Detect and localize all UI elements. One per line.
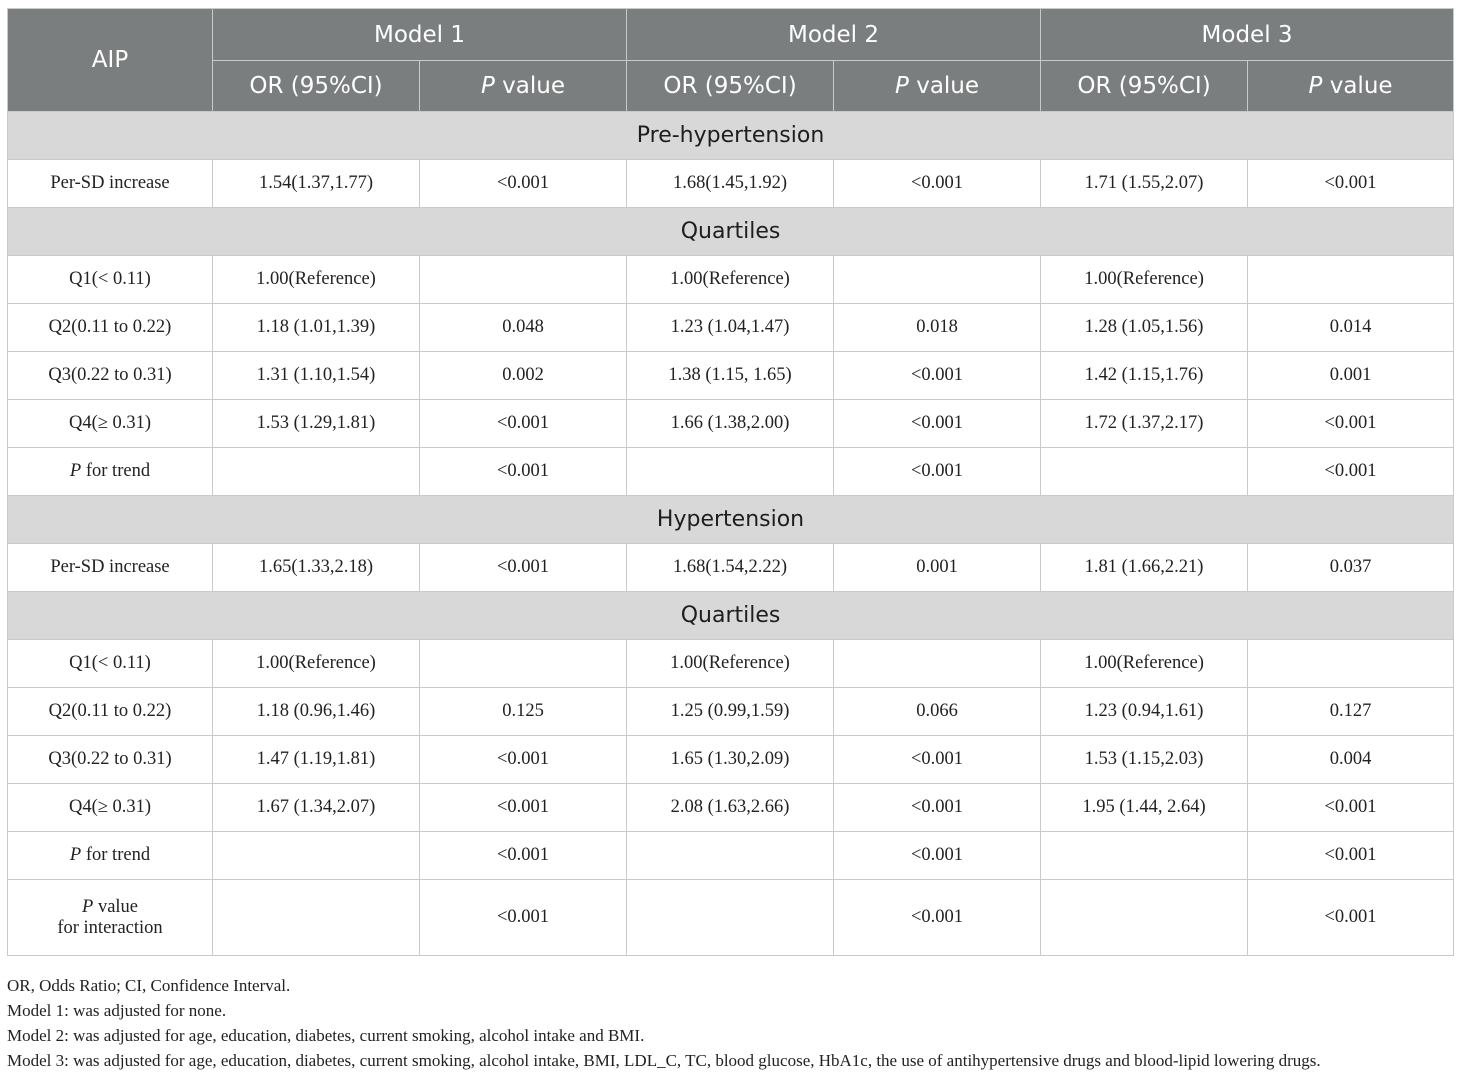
p-value-cell: 0.066 [834, 688, 1041, 736]
p-value-cell: <0.001 [1248, 832, 1454, 880]
per-sd-row [8, 160, 1454, 208]
quartile-row [8, 640, 1454, 688]
header-model-1: Model 1 [213, 9, 627, 61]
quartiles-header-title: Quartiles [8, 208, 1454, 256]
or-ci-cell [1041, 448, 1248, 496]
row-label: Q2(0.11 to 0.22) [8, 304, 213, 352]
p-value-cell: 0.037 [1248, 544, 1454, 592]
or-ci-cell [213, 880, 420, 956]
p-value-cell: 0.018 [834, 304, 1041, 352]
p-value-cell: <0.001 [834, 784, 1041, 832]
p-value-cell: <0.001 [420, 544, 627, 592]
or-ci-cell: 1.47 (1.19,1.81) [213, 736, 420, 784]
row-label: Per-SD increase [8, 160, 213, 208]
or-ci-cell [213, 832, 420, 880]
p-value-cell [1248, 640, 1454, 688]
or-ci-cell: 1.42 (1.15,1.76) [1041, 352, 1248, 400]
p-value-cell: <0.001 [420, 448, 627, 496]
p-value-cell: <0.001 [420, 160, 627, 208]
or-ci-cell: 1.53 (1.15,2.03) [1041, 736, 1248, 784]
or-ci-cell: 1.25 (0.99,1.59) [627, 688, 834, 736]
p-value-cell: <0.001 [834, 400, 1041, 448]
quartile-row [8, 688, 1454, 736]
label-rest: for trend [81, 845, 151, 865]
p-rest: value [1322, 73, 1393, 99]
or-ci-cell: 1.65 (1.30,2.09) [627, 736, 834, 784]
or-ci-cell: 1.71 (1.55,2.07) [1041, 160, 1248, 208]
p-italic: P [69, 845, 82, 865]
p-interaction-row [8, 880, 1454, 956]
or-ci-cell [213, 448, 420, 496]
section-header [8, 112, 1454, 160]
p-italic: P [481, 73, 495, 99]
header-row-models [8, 9, 1454, 61]
or-ci-cell: 1.66 (1.38,2.00) [627, 400, 834, 448]
or-ci-cell: 1.23 (0.94,1.61) [1041, 688, 1248, 736]
per-sd-row [8, 544, 1454, 592]
p-value-cell: <0.001 [1248, 400, 1454, 448]
p-value-cell: 0.048 [420, 304, 627, 352]
header-model-3: Model 3 [1041, 9, 1454, 61]
header-p-value [834, 61, 1041, 112]
row-label: Q3(0.22 to 0.31) [8, 352, 213, 400]
p-value-cell: 0.001 [834, 544, 1041, 592]
p-value-cell: <0.001 [420, 736, 627, 784]
p-value-cell: <0.001 [420, 880, 627, 956]
p-value-cell [420, 640, 627, 688]
section-header [8, 496, 1454, 544]
footnote: OR, Odds Ratio; CI, Confidence Interval. [7, 976, 291, 995]
footnote: Model 2: was adjusted for age, education, diabetes, current smoking, alcohol intake and BMI. [7, 1026, 645, 1045]
p-value-cell: 0.001 [1248, 352, 1454, 400]
section-header-title: Hypertension [8, 496, 1454, 544]
or-ci-cell: 1.38 (1.15, 1.65) [627, 352, 834, 400]
p-value-cell [420, 256, 627, 304]
or-ci-cell: 1.81 (1.66,2.21) [1041, 544, 1248, 592]
quartile-row [8, 352, 1454, 400]
or-ci-cell: 1.31 (1.10,1.54) [213, 352, 420, 400]
p-value-cell: 0.002 [420, 352, 627, 400]
or-ci-cell: 2.08 (1.63,2.66) [627, 784, 834, 832]
p-value-cell: 0.127 [1248, 688, 1454, 736]
p-value-cell [834, 256, 1041, 304]
p-value-cell: 0.125 [420, 688, 627, 736]
header-or-ci: OR (95%CI) [627, 61, 834, 112]
p-value-cell: 0.004 [1248, 736, 1454, 784]
p-rest: value [908, 73, 980, 99]
or-ci-cell: 1.95 (1.44, 2.64) [1041, 784, 1248, 832]
or-ci-cell [627, 448, 834, 496]
header-row-columns [8, 61, 1454, 112]
or-ci-cell [627, 880, 834, 956]
row-label: Q1(< 0.11) [8, 256, 213, 304]
quartiles-header-title: Quartiles [8, 592, 1454, 640]
or-ci-cell: 1.53 (1.29,1.81) [213, 400, 420, 448]
quartile-row [8, 304, 1454, 352]
label-rest: value [93, 896, 138, 917]
p-value-cell: <0.001 [834, 832, 1041, 880]
p-rest: value [494, 73, 566, 99]
p-italic: P [1308, 73, 1323, 99]
row-label: Q4(≥ 0.31) [8, 784, 213, 832]
p-italic: P [895, 73, 909, 99]
or-ci-cell: 1.72 (1.37,2.17) [1041, 400, 1248, 448]
p-value-cell: <0.001 [420, 832, 627, 880]
header-p-value [1248, 61, 1454, 112]
quartile-row [8, 736, 1454, 784]
p-value-cell: <0.001 [834, 880, 1041, 956]
or-ci-cell: 1.00(Reference) [627, 640, 834, 688]
row-label: Q3(0.22 to 0.31) [8, 736, 213, 784]
p-value-cell: <0.001 [834, 352, 1041, 400]
quartiles-header [8, 208, 1454, 256]
footnote: Model 1: was adjusted for none. [7, 1001, 227, 1020]
p-italic: P [82, 896, 94, 917]
row-label [8, 880, 213, 956]
or-ci-cell: 1.28 (1.05,1.56) [1041, 304, 1248, 352]
p-value-cell: <0.001 [420, 784, 627, 832]
p-value-cell: <0.001 [420, 400, 627, 448]
quartile-row [8, 400, 1454, 448]
row-label: Q1(< 0.11) [8, 640, 213, 688]
p-value-cell: <0.001 [834, 160, 1041, 208]
p-value-cell [1248, 256, 1454, 304]
p-value-cell: <0.001 [1248, 784, 1454, 832]
quartiles-header [8, 592, 1454, 640]
row-label [8, 832, 213, 880]
p-value-cell [834, 640, 1041, 688]
row-label: Q4(≥ 0.31) [8, 400, 213, 448]
p-trend-row [8, 832, 1454, 880]
or-ci-cell: 1.68(1.45,1.92) [627, 160, 834, 208]
or-ci-cell: 1.68(1.54,2.22) [627, 544, 834, 592]
or-ci-cell: 1.00(Reference) [1041, 256, 1248, 304]
or-ci-cell: 1.54(1.37,1.77) [213, 160, 420, 208]
p-value-cell: <0.001 [834, 448, 1041, 496]
header-model-2: Model 2 [627, 9, 1041, 61]
or-ci-cell [1041, 880, 1248, 956]
or-ci-cell: 1.67 (1.34,2.07) [213, 784, 420, 832]
p-italic: P [69, 461, 82, 481]
label-line-1 [8, 897, 212, 918]
header-or-ci: OR (95%CI) [213, 61, 420, 112]
label-line-2: for interaction [57, 917, 163, 938]
or-ci-cell: 1.65(1.33,2.18) [213, 544, 420, 592]
label-rest: for trend [81, 461, 151, 481]
p-trend-row [8, 448, 1454, 496]
or-ci-cell: 1.00(Reference) [213, 256, 420, 304]
or-ci-cell: 1.18 (0.96,1.46) [213, 688, 420, 736]
header-aip: AIP [8, 9, 213, 112]
or-ci-cell: 1.18 (1.01,1.39) [213, 304, 420, 352]
or-ci-cell: 1.23 (1.04,1.47) [627, 304, 834, 352]
footnote: Model 3: was adjusted for age, education, diabetes, current smoking, alcohol intake, BMI, LDL_C, TC, blood glucose, HbA1c, the use of antihypertensive drugs and blood-lipid lowering drugs. [7, 1051, 1321, 1070]
or-ci-cell: 1.00(Reference) [213, 640, 420, 688]
header-or-ci: OR (95%CI) [1041, 61, 1248, 112]
or-ci-cell [627, 832, 834, 880]
header-p-value [420, 61, 627, 112]
quartile-row [8, 784, 1454, 832]
row-label: Q2(0.11 to 0.22) [8, 688, 213, 736]
p-value-cell: <0.001 [834, 736, 1041, 784]
results-table [7, 8, 1454, 956]
or-ci-cell: 1.00(Reference) [1041, 640, 1248, 688]
table-footnotes [7, 973, 1453, 1073]
or-ci-cell [1041, 832, 1248, 880]
row-label: Per-SD increase [8, 544, 213, 592]
section-header-title: Pre-hypertension [8, 112, 1454, 160]
p-value-cell: <0.001 [1248, 448, 1454, 496]
quartile-row [8, 256, 1454, 304]
p-value-cell: <0.001 [1248, 880, 1454, 956]
row-label [8, 448, 213, 496]
p-value-cell: <0.001 [1248, 160, 1454, 208]
or-ci-cell: 1.00(Reference) [627, 256, 834, 304]
p-value-cell: 0.014 [1248, 304, 1454, 352]
